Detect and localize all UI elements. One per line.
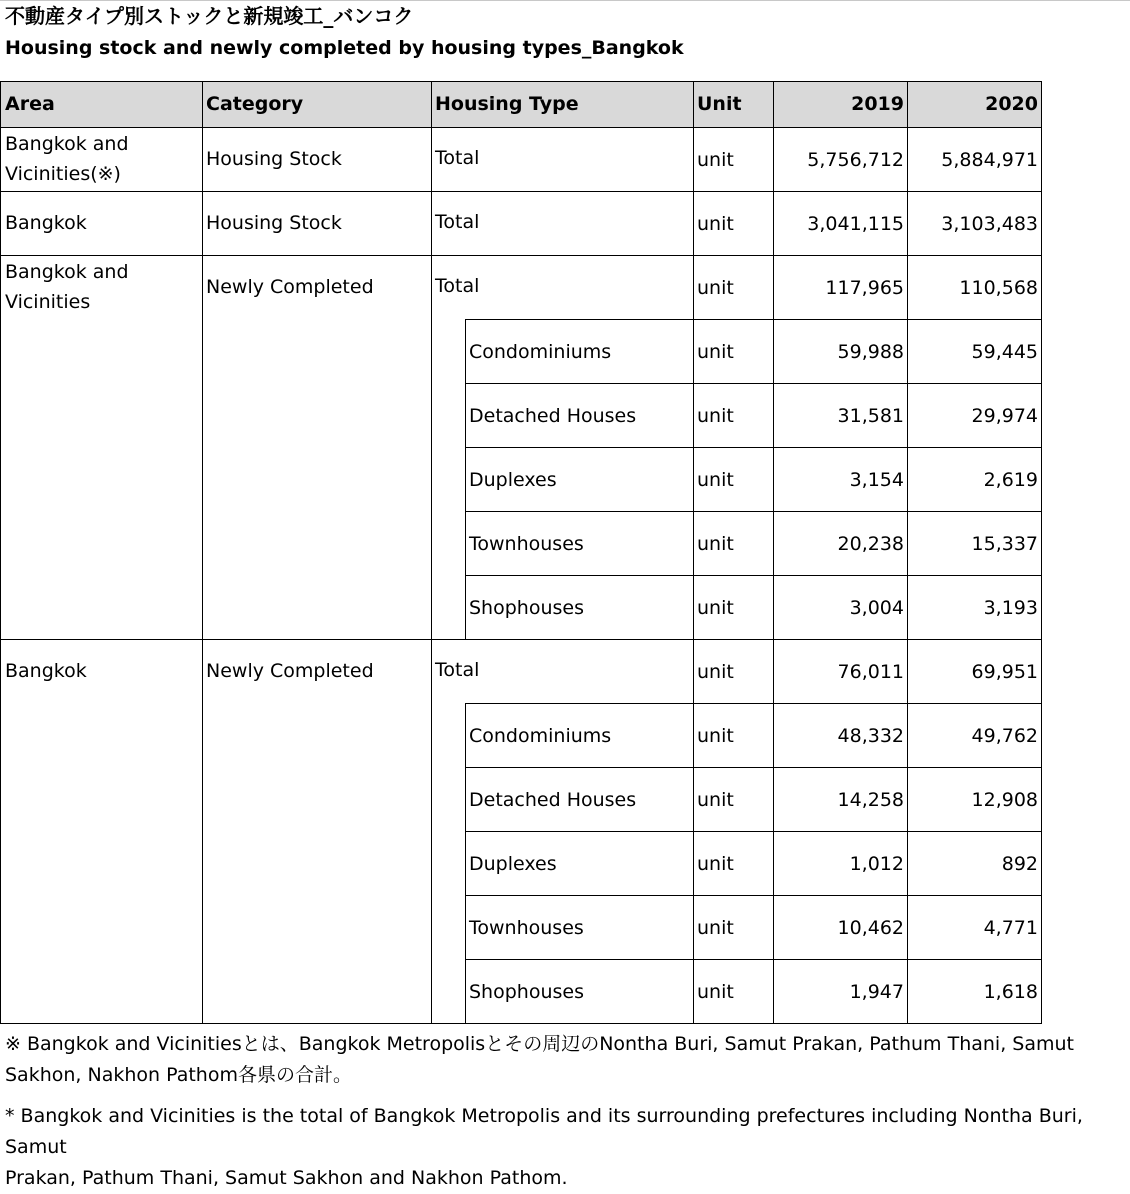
housing-type-cell: Total — [435, 659, 480, 681]
footnote-en — [5, 1101, 1125, 1194]
column-divider — [1041, 81, 1042, 1024]
row-divider — [0, 1023, 1042, 1024]
unit-cell: unit — [697, 277, 734, 299]
footnote-jp — [5, 1029, 1125, 1091]
unit-cell: unit — [697, 149, 734, 171]
unit-cell: unit — [697, 213, 734, 235]
value-2019-cell: 20,238 — [837, 533, 904, 555]
unit-cell: unit — [697, 533, 734, 555]
area-label: Bangkok — [5, 212, 87, 234]
unit-cell: unit — [697, 661, 734, 683]
footnote-en-line-1: * Bangkok and Vicinities is the total of Bangkok Metropolis and its surrounding prefectures including Nontha Buri, Samut — [5, 1105, 1083, 1158]
value-2020-cell: 1,618 — [983, 981, 1038, 1003]
housing-type-cell: Townhouses — [469, 917, 584, 939]
housing-type-cell: Total — [435, 275, 480, 297]
value-2020-cell: 29,974 — [971, 405, 1038, 427]
row-divider — [465, 511, 1042, 512]
housing-type-cell: Townhouses — [469, 533, 584, 555]
value-2019-cell: 117,965 — [825, 277, 904, 299]
area-label: Bangkok and — [5, 133, 129, 155]
unit-cell: unit — [697, 725, 734, 747]
column-divider — [0, 81, 1, 1024]
value-2020-cell: 110,568 — [959, 277, 1038, 299]
unit-cell: unit — [697, 981, 734, 1003]
header-housing-type: Housing Type — [435, 93, 579, 115]
row-divider — [465, 767, 1042, 768]
area-label: Bangkok — [5, 660, 87, 682]
unit-cell: unit — [697, 789, 734, 811]
value-2019-cell: 76,011 — [837, 661, 904, 683]
unit-cell: unit — [697, 341, 734, 363]
row-divider — [465, 383, 1042, 384]
page-title-en: Housing stock and newly completed by housing types_Bangkok — [5, 37, 684, 59]
value-2019-cell: 14,258 — [837, 789, 904, 811]
value-2020-cell: 69,951 — [971, 661, 1038, 683]
footnote-en-line-2: Prakan, Pathum Thani, Samut Sakhon and Nakhon Pathom. — [5, 1167, 568, 1189]
header-category: Category — [206, 93, 304, 115]
header-2020: 2020 — [985, 93, 1038, 115]
unit-cell: unit — [697, 469, 734, 491]
row-divider — [0, 639, 1042, 640]
header-area: Area — [5, 93, 55, 115]
housing-type-cell: Shophouses — [469, 597, 584, 619]
indent-divider — [465, 703, 466, 1023]
area-label: Vicinities(※) — [5, 163, 121, 185]
housing-type-cell: Total — [435, 211, 480, 233]
row-divider — [465, 447, 1042, 448]
value-2020-cell: 12,908 — [971, 789, 1038, 811]
housing-type-cell: Detached Houses — [469, 789, 637, 811]
housing-type-cell: Detached Houses — [469, 405, 637, 427]
unit-cell: unit — [697, 597, 734, 619]
area-label: Vicinities — [5, 291, 91, 313]
area-label: Bangkok and — [5, 261, 129, 283]
value-2019-cell: 3,004 — [849, 597, 904, 619]
footnote-jp-line-2: Sakhon, Nakhon Pathom各県の合計。 — [5, 1064, 352, 1086]
footnote-jp-line-1: ※ Bangkok and Vicinitiesとは、Bangkok Metropolisとその周辺のNontha Buri, Samut Prakan, Pathum Thani, Samut — [5, 1033, 1074, 1055]
value-2019-cell: 1,947 — [849, 981, 904, 1003]
value-2020-cell: 3,103,483 — [941, 213, 1038, 235]
value-2019-cell: 48,332 — [837, 725, 904, 747]
column-divider — [431, 81, 432, 1024]
housing-type-cell: Shophouses — [469, 981, 584, 1003]
housing-type-cell: Condominiums — [469, 341, 612, 363]
housing-type-cell: Duplexes — [469, 469, 557, 491]
value-2020-cell: 4,771 — [983, 917, 1038, 939]
row-divider — [465, 959, 1042, 960]
row-divider — [0, 255, 1042, 256]
row-divider — [0, 127, 1042, 128]
unit-cell: unit — [697, 917, 734, 939]
value-2019-cell: 3,154 — [849, 469, 904, 491]
value-2019-cell: 1,012 — [849, 853, 904, 875]
row-divider — [465, 895, 1042, 896]
housing-type-cell: Total — [435, 147, 480, 169]
housing-type-cell: Condominiums — [469, 725, 612, 747]
row-divider — [465, 703, 1042, 704]
value-2020-cell: 15,337 — [971, 533, 1038, 555]
value-2020-cell: 49,762 — [971, 725, 1038, 747]
housing-type-cell: Duplexes — [469, 853, 557, 875]
column-divider — [693, 81, 694, 1024]
value-2019-cell: 5,756,712 — [807, 149, 904, 171]
value-2020-cell: 3,193 — [983, 597, 1038, 619]
row-divider — [465, 575, 1042, 576]
value-2019-cell: 59,988 — [837, 341, 904, 363]
value-2019-cell: 10,462 — [837, 917, 904, 939]
row-divider — [0, 191, 1042, 192]
top-border — [0, 0, 1130, 1]
value-2019-cell: 3,041,115 — [807, 213, 904, 235]
indent-divider — [465, 319, 466, 639]
value-2020-cell: 2,619 — [983, 469, 1038, 491]
row-divider — [465, 831, 1042, 832]
unit-cell: unit — [697, 405, 734, 427]
header-2019: 2019 — [851, 93, 904, 115]
page-title-jp: 不動産タイプ別ストックと新規竣工_バンコク — [5, 4, 414, 28]
category-label: Housing Stock — [206, 148, 342, 170]
row-divider — [465, 319, 1042, 320]
value-2020-cell: 892 — [1001, 853, 1038, 875]
category-label: Newly Completed — [206, 660, 374, 682]
value-2020-cell: 5,884,971 — [941, 149, 1038, 171]
category-label: Housing Stock — [206, 212, 342, 234]
unit-cell: unit — [697, 853, 734, 875]
category-label: Newly Completed — [206, 276, 374, 298]
value-2020-cell: 59,445 — [971, 341, 1038, 363]
value-2019-cell: 31,581 — [837, 405, 904, 427]
column-divider — [202, 81, 203, 1024]
header-unit: Unit — [697, 93, 742, 115]
